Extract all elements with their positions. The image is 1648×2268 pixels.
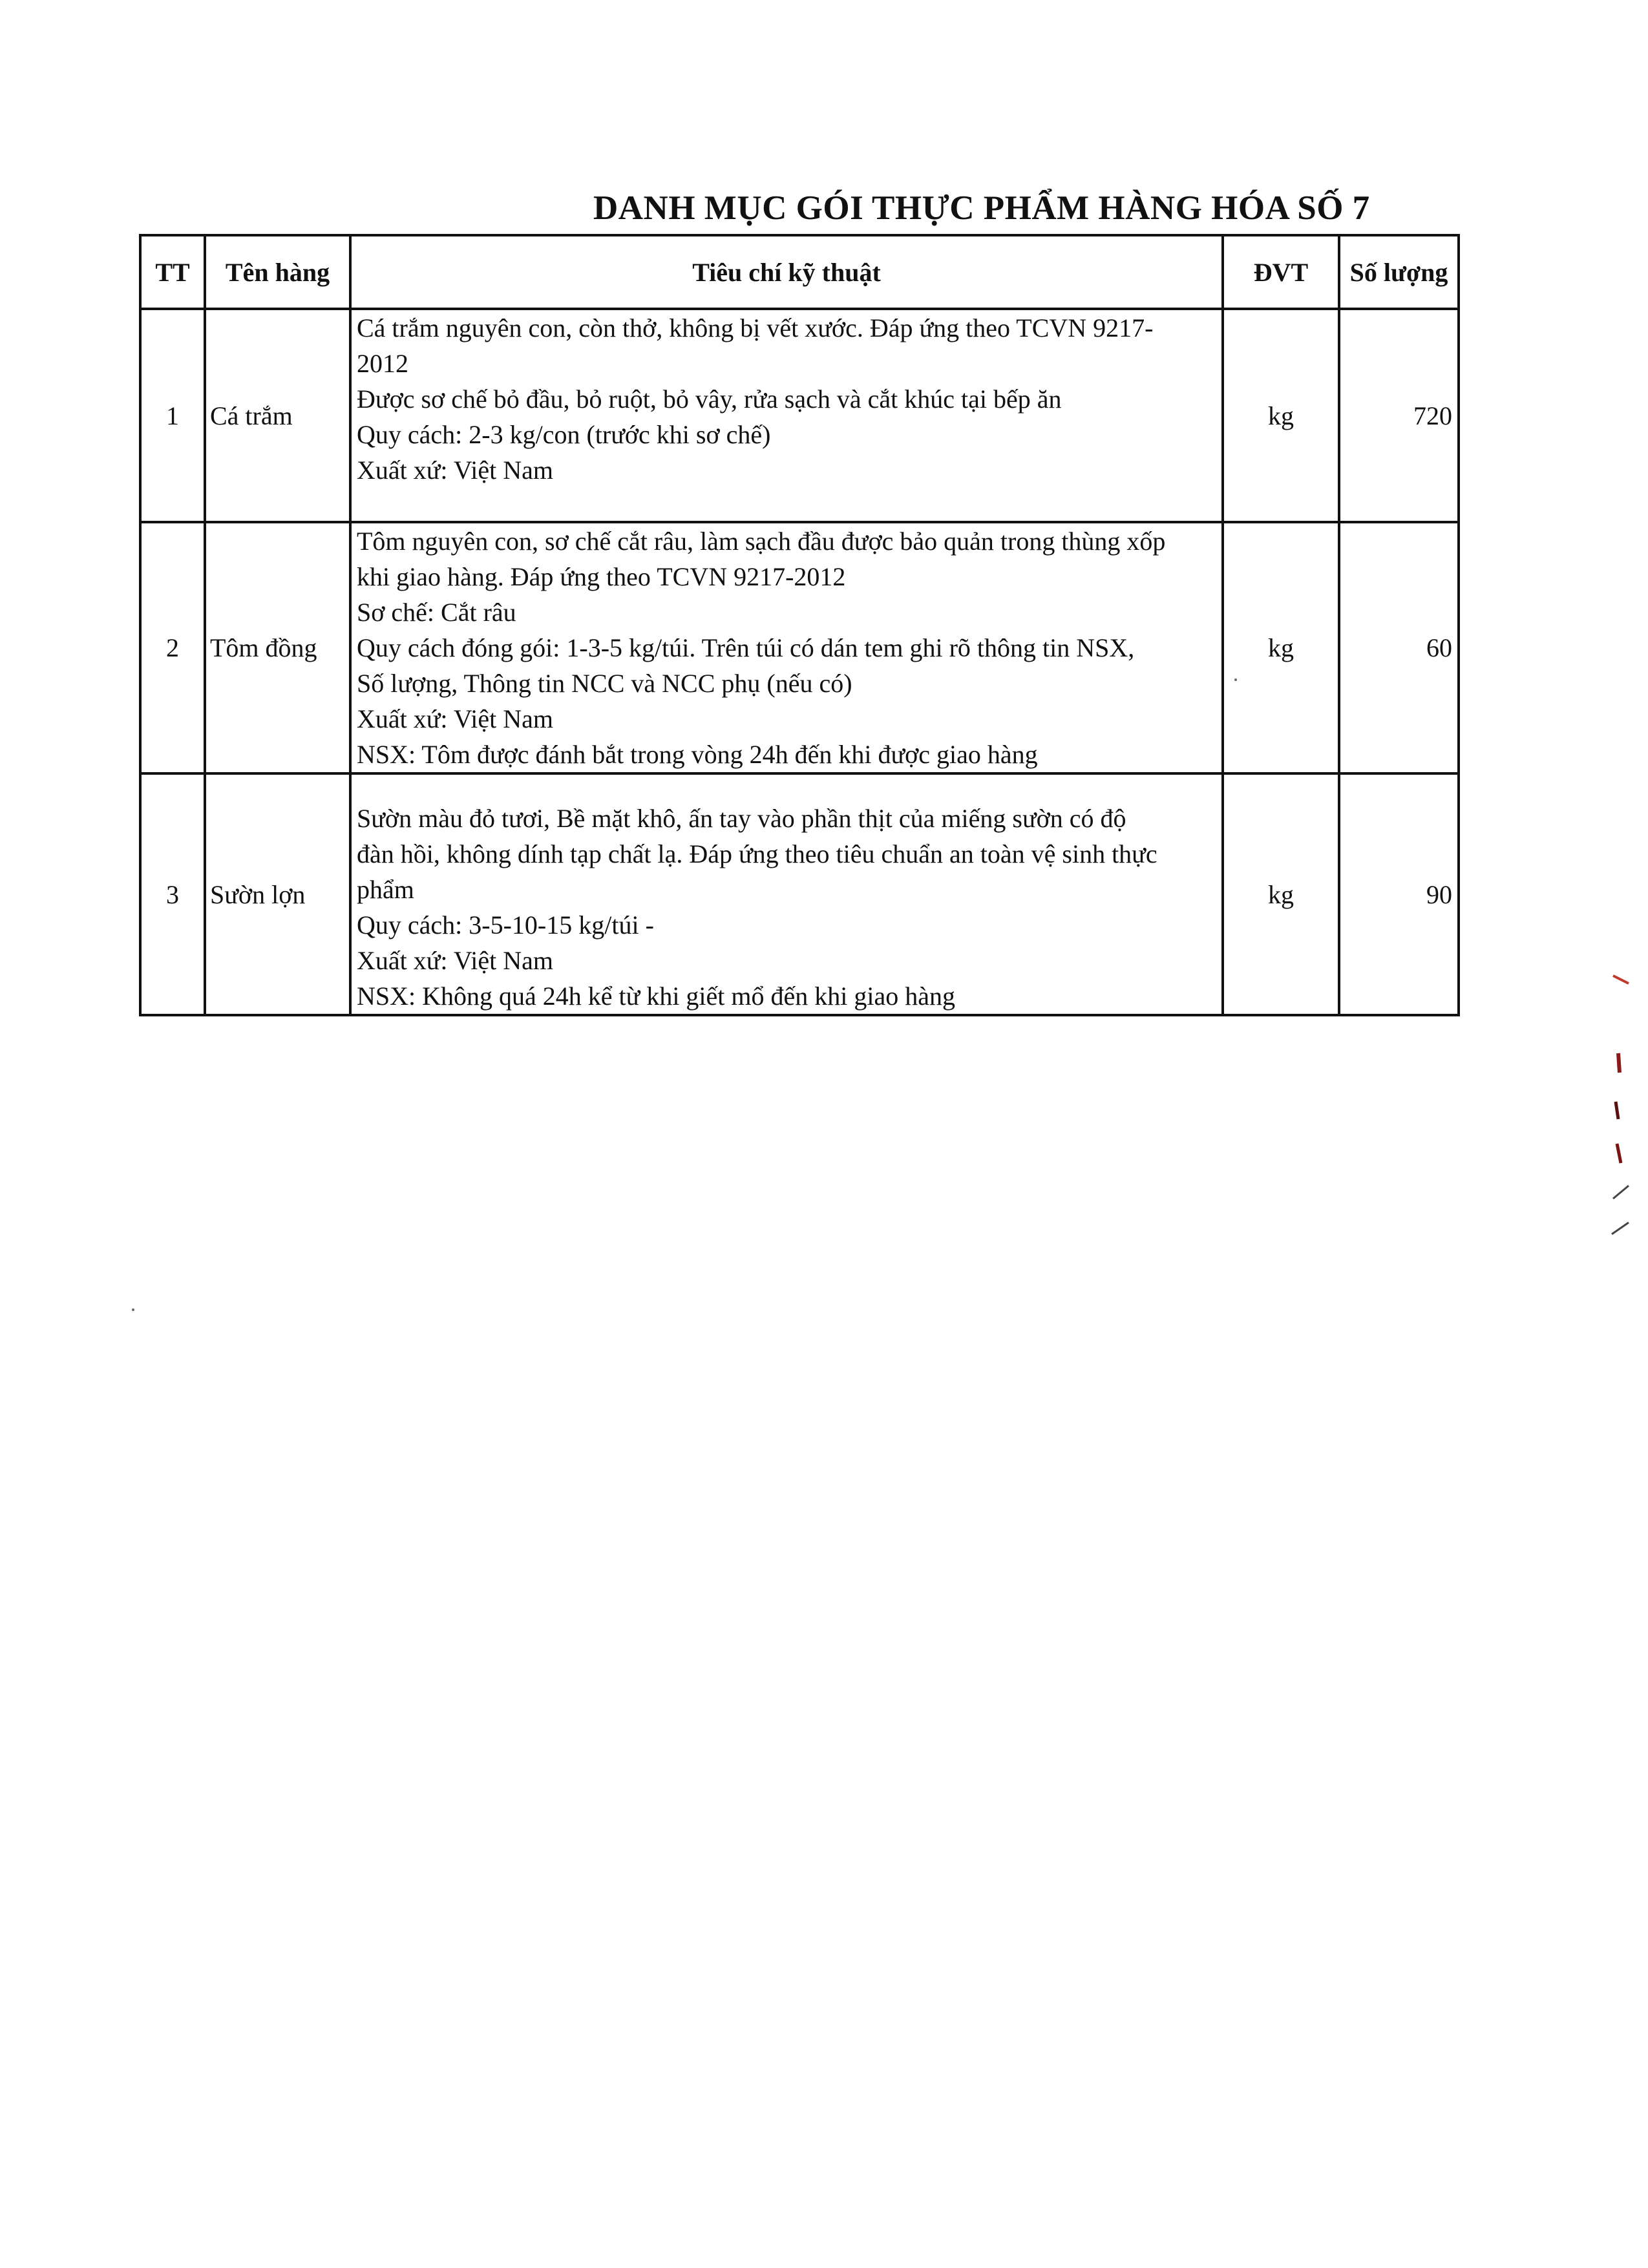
spec-line: NSX: Tôm được đánh bắt trong vòng 24h đến khi được giao hàng xyxy=(357,740,1038,769)
goods-table xyxy=(139,234,1460,1016)
spec-line: 2012 xyxy=(357,349,408,378)
table-row xyxy=(140,773,1459,1015)
spec-line: khi giao hàng. Đáp ứng theo TCVN 9217-2012 xyxy=(357,562,846,591)
item-name: Tôm đồng xyxy=(205,522,350,773)
row-number: 2 xyxy=(140,522,205,773)
spec-line: Tôm nguyên con, sơ chế cắt râu, làm sạch đầu được bảo quản trong thùng xốp xyxy=(357,527,1166,556)
spec-line: Cá trắm nguyên con, còn thở, không bị vết xước. Đáp ứng theo TCVN 9217- xyxy=(357,313,1154,342)
row-number: 3 xyxy=(140,773,205,1015)
table-row xyxy=(140,522,1459,773)
scan-edge-marks xyxy=(1609,969,1635,1241)
item-quantity: 720 xyxy=(1339,309,1459,522)
header-tt: TT xyxy=(140,235,205,309)
spec-line: Quy cách đóng gói: 1-3-5 kg/túi. Trên túi có dán tem ghi rõ thông tin NSX, xyxy=(357,633,1135,662)
table-row xyxy=(140,309,1459,522)
spec-line: Sơ chế: Cắt râu xyxy=(357,598,516,627)
spec-line: Được sơ chế bỏ đầu, bỏ ruột, bỏ vây, rửa sạch và cắt khúc tại bếp ăn xyxy=(357,384,1062,414)
item-name: Sườn lợn xyxy=(205,773,350,1015)
item-unit: kg xyxy=(1223,522,1339,773)
header-name: Tên hàng xyxy=(205,235,350,309)
scan-speck xyxy=(1234,678,1237,681)
item-unit: kg xyxy=(1223,309,1339,522)
item-unit: kg xyxy=(1223,773,1339,1015)
page-title: DANH MỤC GÓI THỰC PHẨM HÀNG HÓA SỐ 7 xyxy=(593,189,1370,227)
row-number: 1 xyxy=(140,309,205,522)
item-spec xyxy=(350,773,1223,1015)
item-quantity: 60 xyxy=(1339,522,1459,773)
header-unit: ĐVT xyxy=(1223,235,1339,309)
spec-line: Xuất xứ: Việt Nam xyxy=(357,946,554,975)
header-qty: Số lượng xyxy=(1339,235,1459,309)
spec-line: phẩm xyxy=(357,875,414,904)
spec-line: Xuất xứ: Việt Nam xyxy=(357,704,554,733)
item-quantity: 90 xyxy=(1339,773,1459,1015)
table-header-row xyxy=(140,235,1459,309)
spec-line: Xuất xứ: Việt Nam xyxy=(357,456,554,485)
spec-line: Quy cách: 2-3 kg/con (trước khi sơ chế) xyxy=(357,420,771,449)
scan-speck xyxy=(132,1308,134,1311)
spec-line: đàn hồi, không dính tạp chất lạ. Đáp ứng theo tiêu chuẩn an toàn vệ sinh thực xyxy=(357,839,1157,868)
item-name: Cá trắm xyxy=(205,309,350,522)
spec-line: Quy cách: 3-5-10-15 kg/túi - xyxy=(357,910,654,940)
spec-line: Sườn màu đỏ tươi, Bề mặt khô, ấn tay vào phần thịt của miếng sườn có độ xyxy=(357,804,1126,833)
item-spec xyxy=(350,309,1223,522)
item-spec xyxy=(350,522,1223,773)
spec-line: NSX: Không quá 24h kể từ khi giết mổ đến khi giao hàng xyxy=(357,982,956,1011)
header-spec: Tiêu chí kỹ thuật xyxy=(350,235,1223,309)
spec-line: Số lượng, Thông tin NCC và NCC phụ (nếu có) xyxy=(357,669,852,698)
